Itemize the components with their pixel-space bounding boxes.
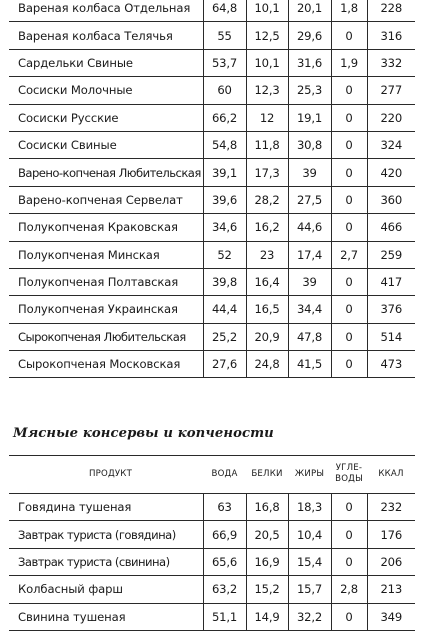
value-cell: 39,8 [203,268,246,295]
value-cell: 16,4 [246,268,288,295]
value-cell: 16,8 [246,494,288,521]
product-name-cell: Сардельки Свиные [9,49,203,76]
value-cell: 0 [331,494,367,521]
value-cell: 0 [331,603,367,630]
table-row [9,351,415,378]
value-cell: 10,1 [246,49,288,76]
product-name-cell: Сырокопченая Московская [9,351,203,378]
value-cell: 0 [331,351,367,378]
value-cell: 28,2 [246,186,288,213]
value-cell: 0 [331,214,367,241]
value-cell: 176 [367,521,415,548]
product-name-cell: Полукопченая Украинская [9,296,203,323]
value-cell: 34,4 [288,296,331,323]
value-cell: 220 [367,104,415,131]
value-cell: 420 [367,159,415,186]
value-cell: 2,8 [331,576,367,603]
value-cell: 55 [203,22,246,49]
value-cell: 54,8 [203,131,246,158]
product-name-cell: Говядина тушеная [9,494,203,521]
value-cell: 16,9 [246,548,288,575]
value-cell: 47,8 [288,323,331,350]
product-name-cell: Полукопченая Полтавская [9,268,203,295]
value-cell: 16,2 [246,214,288,241]
table-row [9,241,415,268]
value-cell: 0 [331,131,367,158]
value-cell: 63,2 [203,576,246,603]
sausage-nutrition-table [9,0,415,378]
canned-meat-nutrition-table [9,455,415,631]
value-cell: 466 [367,214,415,241]
value-cell: 0 [331,104,367,131]
product-name-cell: Полукопченая Минская [9,241,203,268]
value-cell: 0 [331,186,367,213]
value-cell: 12,5 [246,22,288,49]
value-cell: 2,7 [331,241,367,268]
table-row [9,0,415,22]
column-header: ВОДА [203,455,246,494]
value-cell: 39,6 [203,186,246,213]
table-row [9,159,415,186]
value-cell: 277 [367,77,415,104]
value-cell: 63 [203,494,246,521]
table-row [9,494,415,521]
value-cell: 51,1 [203,603,246,630]
value-cell: 15,7 [288,576,331,603]
value-cell: 20,1 [288,0,331,22]
value-cell: 23 [246,241,288,268]
value-cell: 228 [367,0,415,22]
value-cell: 25,3 [288,77,331,104]
table-row [9,22,415,49]
value-cell: 66,9 [203,521,246,548]
value-cell: 24,8 [246,351,288,378]
value-cell: 20,9 [246,323,288,350]
value-cell: 360 [367,186,415,213]
value-cell: 41,5 [288,351,331,378]
value-cell: 1,8 [331,0,367,22]
product-name-cell: Сосиски Молочные [9,77,203,104]
value-cell: 206 [367,548,415,575]
product-name-cell: Сырокопченая Любительская [9,323,203,350]
table-row [9,603,415,630]
value-cell: 417 [367,268,415,295]
value-cell: 15,4 [288,548,331,575]
value-cell: 19,1 [288,104,331,131]
column-header: УГЛЕ- ВОДЫ [331,455,367,494]
value-cell: 39 [288,268,331,295]
column-header: ПРОДУКТ [9,455,203,494]
value-cell: 232 [367,494,415,521]
value-cell: 64,8 [203,0,246,22]
value-cell: 473 [367,351,415,378]
table-row [9,77,415,104]
value-cell: 52 [203,241,246,268]
value-cell: 34,6 [203,214,246,241]
value-cell: 376 [367,296,415,323]
value-cell: 65,6 [203,548,246,575]
value-cell: 0 [331,296,367,323]
value-cell: 12,3 [246,77,288,104]
product-name-cell: Завтрак туриста (говядина) [9,521,203,548]
product-name-cell: Сосиски Свиные [9,131,203,158]
product-name-cell: Варено-копченая Сервелат [9,186,203,213]
value-cell: 10,1 [246,0,288,22]
table-row [9,104,415,131]
value-cell: 0 [331,521,367,548]
column-header: БЕЛКИ [246,455,288,494]
value-cell: 0 [331,548,367,575]
value-cell: 0 [331,323,367,350]
value-cell: 324 [367,131,415,158]
value-cell: 17,3 [246,159,288,186]
table-row [9,214,415,241]
value-cell: 10,4 [288,521,331,548]
table-row [9,576,415,603]
table-row [9,49,415,76]
value-cell: 12 [246,104,288,131]
value-cell: 32,2 [288,603,331,630]
table-row [9,323,415,350]
sausage-table-body [9,0,415,378]
table-row [9,268,415,295]
product-name-cell: Варено-копченая Любительская [9,159,203,186]
value-cell: 53,7 [203,49,246,76]
product-name-cell: Сосиски Русские [9,104,203,131]
table-row [9,186,415,213]
table-row [9,548,415,575]
value-cell: 66,2 [203,104,246,131]
value-cell: 1,9 [331,49,367,76]
value-cell: 27,5 [288,186,331,213]
table-row [9,131,415,158]
value-cell: 15,2 [246,576,288,603]
table-row [9,521,415,548]
value-cell: 0 [331,268,367,295]
value-cell: 316 [367,22,415,49]
value-cell: 44,4 [203,296,246,323]
section-heading: Мясные консервы и копчености [13,426,274,441]
value-cell: 11,8 [246,131,288,158]
product-name-cell: Завтрак туриста (свинина) [9,548,203,575]
column-header: ЖИРЫ [288,455,331,494]
value-cell: 213 [367,576,415,603]
value-cell: 29,6 [288,22,331,49]
value-cell: 39,1 [203,159,246,186]
value-cell: 349 [367,603,415,630]
value-cell: 44,6 [288,214,331,241]
value-cell: 16,5 [246,296,288,323]
product-name-cell: Вареная колбаса Отдельная [9,0,203,22]
value-cell: 0 [331,77,367,104]
column-header: ККАЛ [367,455,415,494]
value-cell: 332 [367,49,415,76]
table-header-row [9,455,415,494]
canned-table-body [9,494,415,631]
product-name-cell: Свинина тушеная [9,603,203,630]
value-cell: 14,9 [246,603,288,630]
value-cell: 25,2 [203,323,246,350]
value-cell: 20,5 [246,521,288,548]
value-cell: 39 [288,159,331,186]
value-cell: 27,6 [203,351,246,378]
value-cell: 514 [367,323,415,350]
value-cell: 0 [331,159,367,186]
value-cell: 17,4 [288,241,331,268]
value-cell: 60 [203,77,246,104]
value-cell: 18,3 [288,494,331,521]
value-cell: 0 [331,22,367,49]
value-cell: 259 [367,241,415,268]
value-cell: 30,8 [288,131,331,158]
product-name-cell: Полукопченая Краковская [9,214,203,241]
table-row [9,296,415,323]
product-name-cell: Вареная колбаса Телячья [9,22,203,49]
value-cell: 31,6 [288,49,331,76]
product-name-cell: Колбасный фарш [9,576,203,603]
